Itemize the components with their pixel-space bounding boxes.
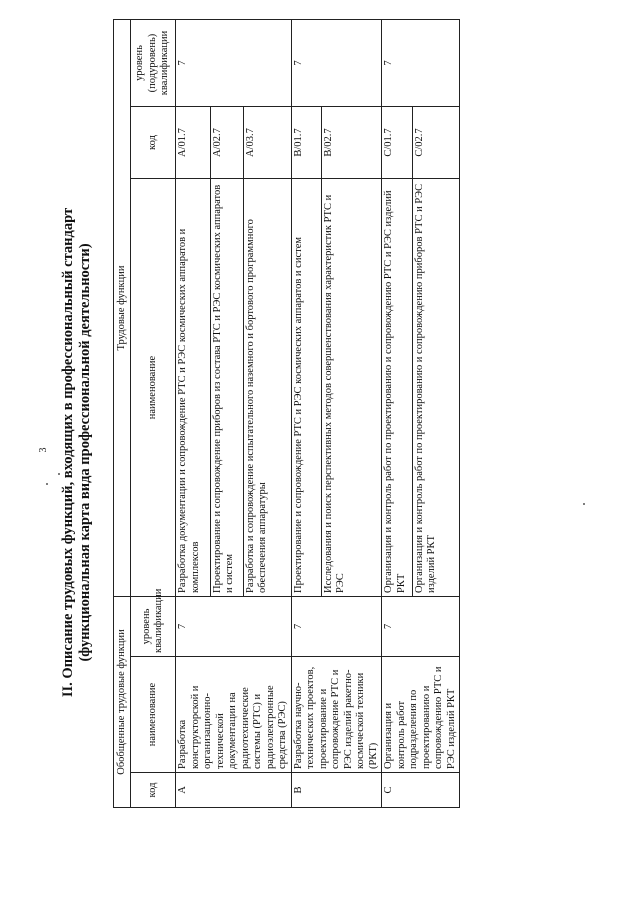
function-code: B/01.7 bbox=[291, 107, 321, 179]
section-title: II. Описание трудовых функций, входящих в профессиональный стандарт bbox=[60, 207, 76, 698]
generalized-name: Организация и контроль работ подразделения по проектированию и сопровождению РТС и РЭС изделий РКТ bbox=[382, 657, 460, 773]
section-subtitle: (функциональная карта вида профессиональной деятельности) bbox=[77, 243, 93, 662]
functions-table bbox=[113, 19, 460, 808]
function-code: A/01.7 bbox=[176, 107, 211, 179]
generalized-level: 7 bbox=[382, 597, 460, 657]
function-name: Исследования и поиск перспективных методов совершенствования характеристик РТС и РЭС bbox=[321, 179, 381, 597]
function-name: Проектирование и сопровождение приборов из состава РТС и РЭС космических аппаратов и систем bbox=[210, 179, 243, 597]
function-level: 7 bbox=[176, 19, 292, 106]
generalized-level: 7 bbox=[291, 597, 382, 657]
function-code: C/01.7 bbox=[382, 107, 413, 179]
function-code: A/02.7 bbox=[210, 107, 243, 179]
function-name: Организация и контроль работ по проектированию и сопровождению приборов РТС и РЭС изделий РКТ bbox=[412, 179, 459, 597]
page-number: 3 bbox=[38, 447, 49, 453]
generalized-name: Разработка научно-технических проектов, проектирование и сопровождение РТС и РЭС изделий ракетно-космической техники (РКТ) bbox=[291, 657, 382, 773]
function-name: Разработка и сопровождение испытательного наземного и бортового программного обеспечения аппаратуры bbox=[243, 179, 291, 597]
function-name: Разработка документации и сопровождение РТС и РЭС космических аппаратов и комплексов bbox=[176, 179, 211, 597]
function-code: C/02.7 bbox=[412, 107, 459, 179]
function-name: Организация и контроль работ по проектированию и сопровождению РТС и РЭС изделий РКТ bbox=[382, 179, 413, 597]
function-name: Проектирование и сопровождение РТС и РЭС космических аппаратов и систем bbox=[291, 179, 321, 597]
generalized-functions-header: Обобщенные трудовые функции bbox=[114, 597, 131, 808]
generalized-name: Разработка конструкторской и организационно-технической документации на радиотехнические системы (РТС) и радиоэлектронные средства (РЭС) bbox=[176, 657, 292, 773]
col-function-level-header: уровень (подуровень) квалификации bbox=[131, 19, 176, 106]
function-code: B/02.7 bbox=[321, 107, 381, 179]
labor-functions-header: Трудовые функции bbox=[114, 19, 131, 596]
scan-speck bbox=[58, 473, 60, 475]
generalized-level: 7 bbox=[176, 597, 292, 657]
col-function-code-header: код bbox=[131, 107, 176, 179]
table-row bbox=[176, 19, 211, 807]
generalized-code: B bbox=[291, 773, 382, 808]
header-column-row bbox=[131, 19, 176, 807]
col-code-header: код bbox=[131, 773, 176, 808]
function-level: 7 bbox=[291, 19, 382, 106]
table-row bbox=[382, 19, 413, 807]
scan-speck bbox=[46, 483, 48, 485]
header-group-row bbox=[114, 19, 131, 807]
col-level-header: уровень квалификации bbox=[131, 597, 176, 657]
scan-speck bbox=[583, 503, 585, 505]
function-level: 7 bbox=[382, 19, 460, 106]
generalized-code: A bbox=[176, 773, 292, 808]
generalized-code: C bbox=[382, 773, 460, 808]
table-row bbox=[291, 19, 321, 807]
col-function-name-header: наименование bbox=[131, 179, 176, 597]
function-code: A/03.7 bbox=[243, 107, 291, 179]
col-name-header: наименование bbox=[131, 657, 176, 773]
